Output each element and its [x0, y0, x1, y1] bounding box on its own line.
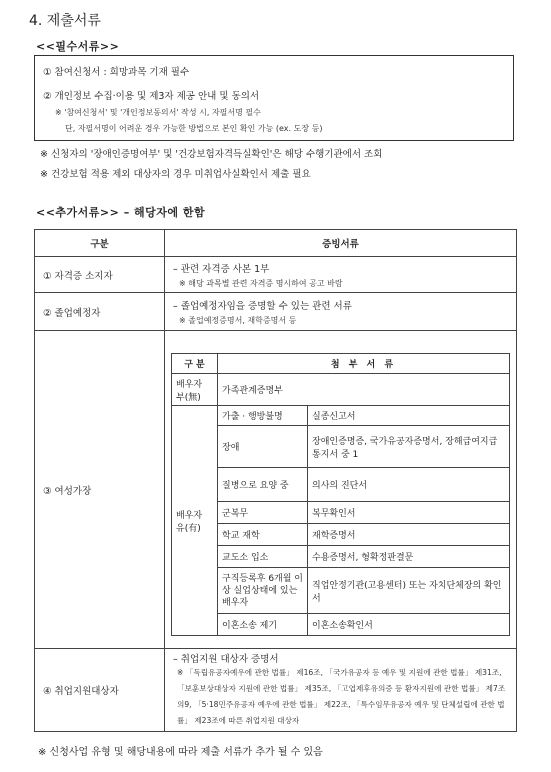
graduate-note: ※ 졸업예정증명서, 재학증명서 등	[179, 315, 297, 325]
table-row	[35, 293, 517, 331]
doc-student: 재학증명서	[308, 524, 510, 546]
additional-docs-table	[34, 229, 517, 732]
cond-military: 군복무	[218, 502, 308, 524]
sub-header-docs: 첨 부 서 류	[218, 354, 510, 374]
doc-prison: 수용증명서, 형확정판결문	[308, 546, 510, 568]
doc-divorce: 이혼소송확인서	[308, 614, 510, 636]
cond-disability: 장애	[218, 426, 308, 468]
required-note-1: ※ 신청자의 '장애인증명여부' 및 '건강보험자격득실확인'은 해당 수행기관에서 조회	[40, 149, 383, 160]
signature-alt-note: 단, 자필서명이 어려운 경우 가능한 방법으로 본인 확인 가능 (ex. 도장 등)	[65, 124, 323, 133]
doc-missing: 실종신고서	[308, 406, 510, 426]
section-title: 4. 제출서류	[29, 13, 101, 29]
has-spouse-label: 배우자 유(有)	[172, 406, 218, 636]
cond-unemployed: 구직등록후 6개월 이상 실업상태에 있는 배우자	[218, 568, 308, 614]
required-docs-box	[34, 55, 514, 141]
required-docs-heading: <<필수서류>>	[36, 40, 120, 53]
cond-divorce: 이혼소송 제기	[218, 614, 308, 636]
employment-law-note: ※ 「독립유공자예우에 관한 법률」 제16조, 「국가유공자 등 예우 및 지원에 관한 법률」 제31조, 「보훈보상대상자 지원에 관한 법률」 제35조, 「고엽제후유의증 등 환자지원에 관한 법률」 제7조의9, 「5·18민주유공자 예우에 관한 법률」 제22조, 「특수임무유공자 예우 및 단체설립에 관한 법률」 제23조에 따른 취업지원 대상자	[177, 668, 506, 725]
female-head-subtable	[171, 353, 510, 636]
license-note: ※ 해당 과목별 관련 자격증 명시하여 공고 바람	[179, 278, 343, 288]
cond-illness: 질병으로 요양 중	[218, 468, 308, 502]
row-label-license: ① 자격증 소지자	[35, 257, 165, 293]
row-label-employment: ④ 취업지원대상자	[35, 649, 165, 732]
graduate-doc: – 졸업예정자임을 증명할 수 있는 관련 서류	[173, 300, 352, 312]
table-row	[35, 331, 517, 649]
employment-doc: – 취업지원 대상자 증명서	[173, 654, 279, 665]
cond-student: 학교 재학	[218, 524, 308, 546]
required-note-2: ※ 건강보험 적용 제외 대상자의 경우 미취업사실확인서 제출 필요	[40, 169, 311, 180]
required-item-1: ① 참여신청서 : 희망과목 기재 필수	[43, 67, 190, 78]
row-label-graduate: ② 졸업예정자	[35, 293, 165, 331]
license-doc: – 관련 자격증 사본 1부	[173, 263, 270, 275]
additional-docs-heading: <<추가서류>> – 해당자에 한함	[36, 206, 206, 219]
col-header-documents: 증빙서류	[165, 230, 517, 257]
cond-prison: 교도소 입소	[218, 546, 308, 568]
table-row	[35, 649, 517, 732]
col-header-category: 구분	[35, 230, 165, 257]
sub-header-category: 구 분	[172, 354, 218, 374]
row-label-female-head: ③ 여성가장	[35, 331, 165, 649]
doc-unemployed: 직업안정기관(고용센터) 또는 자치단체장의 확인서	[308, 568, 510, 614]
footer-note: ※ 신청사업 유형 및 해당내용에 따라 제출 서류가 추가 될 수 있음	[38, 747, 323, 758]
doc-illness: 의사의 진단서	[308, 468, 510, 502]
no-spouse-doc: 가족관계증명부	[218, 374, 510, 406]
doc-disability: 장애인증명증, 국가유공자증명서, 장해급여지급통지서 중 1	[308, 426, 510, 468]
no-spouse-label: 배우자 부(無)	[172, 374, 218, 406]
cond-missing: 가출 · 행방불명	[218, 406, 308, 426]
table-row	[35, 257, 517, 293]
signature-note: ※ '참여신청서' 및 '개인정보동의서' 작성 시, 자필서명 필수	[55, 108, 261, 117]
doc-military: 복무확인서	[308, 502, 510, 524]
required-item-2: ② 개인정보 수집·이용 및 제3자 제공 안내 및 동의서	[43, 91, 260, 102]
